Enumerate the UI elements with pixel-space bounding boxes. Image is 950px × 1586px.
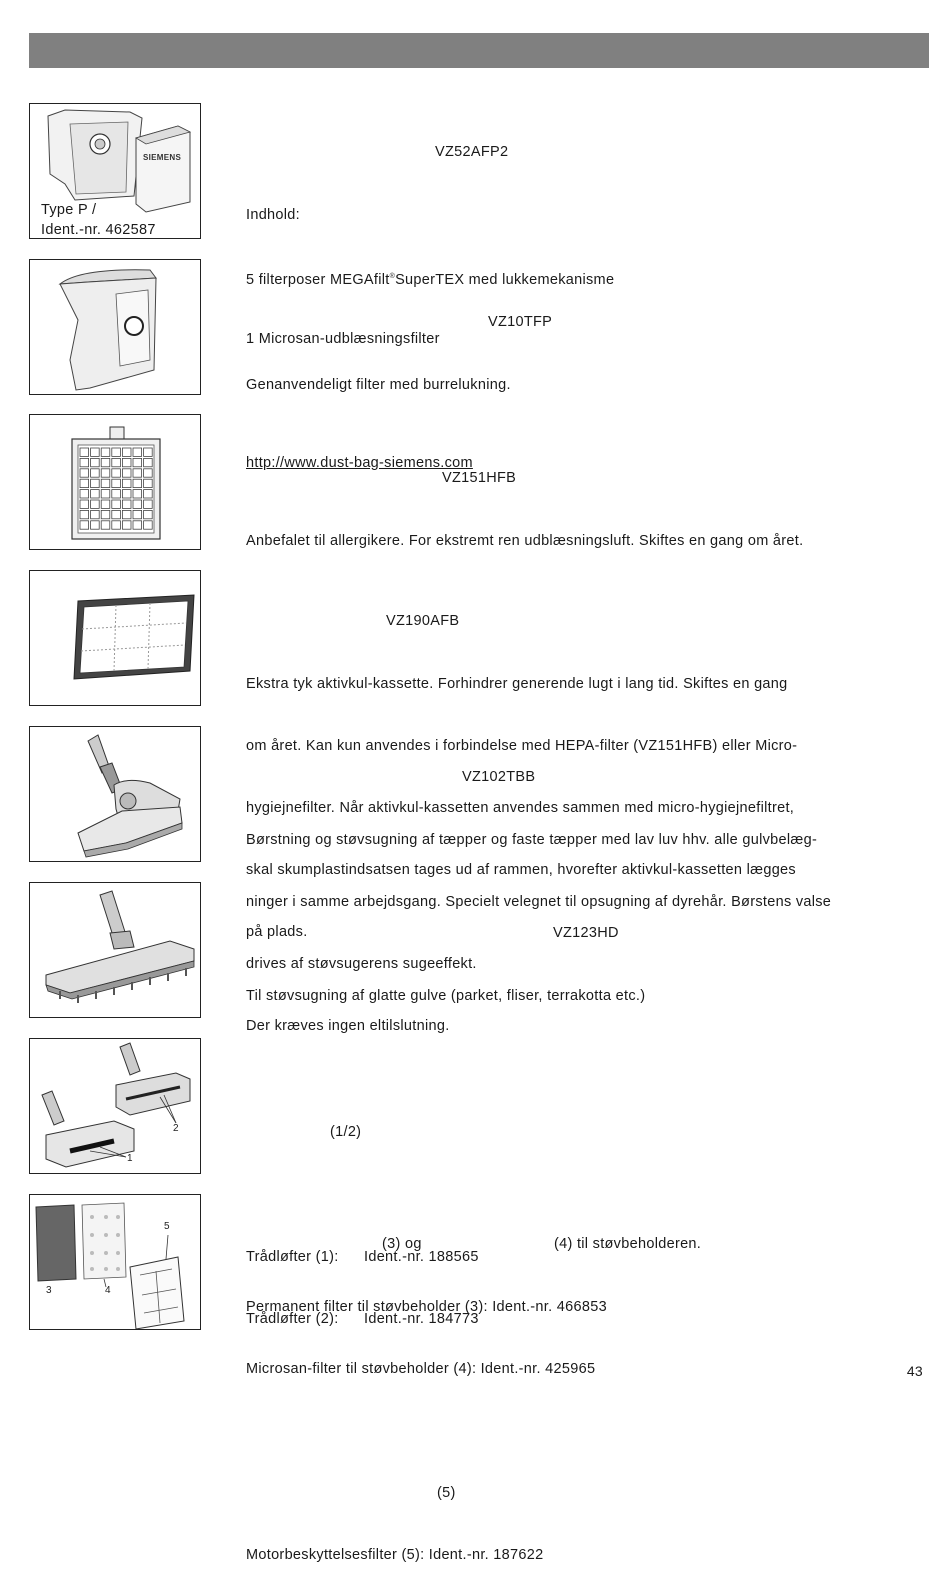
item-code: VZ151HFB xyxy=(442,470,517,487)
filter-set-thumbnail xyxy=(29,1194,201,1330)
hepa-grid-cell xyxy=(112,448,121,456)
description-line: på plads. xyxy=(246,923,308,940)
filter-set-illustration xyxy=(30,1195,201,1330)
hepa-grid-cell xyxy=(112,510,121,518)
item-description: Genanvendeligt filter med burrelukning. xyxy=(246,376,511,393)
turbo-brush-thumbnail xyxy=(29,726,201,862)
item-6-text xyxy=(246,882,926,1027)
hepa-grid-cell xyxy=(122,490,131,498)
hepa-grid-cell xyxy=(122,500,131,508)
hepa-grid-cell xyxy=(112,479,121,487)
ident-row: Trådløfter (1): Ident.-nr. 188565 xyxy=(246,1248,479,1265)
callout-5: 5 xyxy=(164,1221,170,1232)
hepa-grid-cell xyxy=(80,448,89,456)
hepa-filter-thumbnail xyxy=(29,414,201,550)
hepa-grid-cell xyxy=(122,448,131,456)
hepa-grid-cell xyxy=(112,458,121,466)
callout-4: 4 xyxy=(105,1285,111,1296)
ident-row: Trådløfter (2): Ident.-nr. 184773 xyxy=(246,1310,479,1327)
hepa-grid-cell xyxy=(101,479,110,487)
hepa-grid-cell xyxy=(144,458,153,466)
item-code: VZ102TBB xyxy=(462,769,536,786)
hepa-grid-cell xyxy=(91,490,100,498)
carbon-filter-illustration xyxy=(30,571,201,706)
hepa-grid-cell xyxy=(122,510,131,518)
hepa-grid-cell xyxy=(144,510,153,518)
microsan-filter-line: Microsan-filter til støvbeholder (4): Ident.-nr. 425965 xyxy=(246,1360,596,1377)
hepa-grid-cell xyxy=(91,448,100,456)
textile-filter-illustration xyxy=(30,260,201,395)
hepa-grid-cell xyxy=(144,469,153,477)
hepa-grid-cell xyxy=(101,448,110,456)
registered-mark: ® xyxy=(389,272,396,280)
hepa-grid-cell xyxy=(80,479,89,487)
header-bar xyxy=(29,33,929,68)
hepa-grid-cell xyxy=(101,500,110,508)
description-line: Ekstra tyk aktivkul-kassette. Forhindrer generende lugt i lang tid. Skiftes en gang xyxy=(246,675,788,692)
thread-lifter-illustration xyxy=(30,1039,201,1174)
hepa-grid-cell xyxy=(91,479,100,487)
box-brand-text: SIEMENS xyxy=(143,153,182,162)
hepa-grid-cell xyxy=(144,521,153,529)
hepa-grid-cell xyxy=(91,521,100,529)
hepa-grid-cell xyxy=(80,490,89,498)
item-8-text xyxy=(246,1193,926,1586)
hepa-grid-cell xyxy=(144,490,153,498)
hepa-grid-cell xyxy=(133,490,142,498)
hepa-grid-cell xyxy=(101,521,110,529)
ident-label: Ident.-nr. 462587 xyxy=(41,222,156,238)
hepa-grid-cell xyxy=(144,479,153,487)
callout-3: 3 xyxy=(46,1285,52,1296)
hepa-grid-cell xyxy=(80,458,89,466)
hepa-grid-cell xyxy=(133,469,142,477)
website-link[interactable]: http://www.dust-bag-siemens.com xyxy=(246,454,473,471)
callout-2: 2 xyxy=(173,1123,179,1134)
hepa-grid-cell xyxy=(91,458,100,466)
hepa-grid-cell xyxy=(112,469,121,477)
item-reference: (1/2) xyxy=(330,1124,362,1141)
hepa-grid-cell xyxy=(91,510,100,518)
hepa-grid-cell xyxy=(80,521,89,529)
hepa-grid-cell xyxy=(144,500,153,508)
permanent-filter-line: Permanent filter til støvbeholder (3): Ident.-nr. 466853 xyxy=(246,1298,607,1315)
item-code: VZ52AFP2 xyxy=(435,144,509,161)
callout-1: 1 xyxy=(127,1153,133,1164)
description-line: skal skumplastindsatsen tages ud af rammen, hvorefter aktivkul-kassetten lægges xyxy=(246,861,796,878)
description-line: Børstning og støvsugning af tæpper og faste tæpper med lav luv hhv. alle gulvbelæg- xyxy=(246,831,818,848)
hepa-grid-cell xyxy=(144,448,153,456)
hard-floor-nozzle-illustration xyxy=(30,883,201,1018)
hepa-grid-cell xyxy=(133,500,142,508)
hepa-grid-cell xyxy=(80,469,89,477)
hepa-grid-cell xyxy=(101,458,110,466)
carbon-filter-thumbnail xyxy=(29,570,201,706)
item-3-text xyxy=(246,427,926,572)
hepa-grid-cell xyxy=(122,458,131,466)
item-code: VZ190AFB xyxy=(386,613,460,630)
hepa-grid-cell xyxy=(133,521,142,529)
hepa-grid-cell xyxy=(112,490,121,498)
description-line: hygiejnefilter. Når aktivkul-kassetten anvendes sammen med micro-hygiejnefiltret, xyxy=(246,799,795,816)
item-2-text xyxy=(246,271,926,416)
page-number: 43 xyxy=(906,1363,923,1379)
thread-lifter-thumbnail xyxy=(29,1038,201,1174)
item-description: Til støvsugning af glatte gulve (parket, fliser, terrakotta etc.) xyxy=(246,987,646,1004)
hepa-grid-cell xyxy=(133,510,142,518)
hepa-grid-cell xyxy=(122,521,131,529)
motor-filter-reference: (5) xyxy=(437,1484,456,1501)
hepa-grid-cell xyxy=(101,469,110,477)
description-line: ninger i samme arbejdsgang. Specielt velegnet til opsugning af dyrehår. Børstens valse xyxy=(246,893,832,910)
hepa-grid-cell xyxy=(91,469,100,477)
item-code: VZ123HD xyxy=(553,925,619,942)
content-heading: Indhold: xyxy=(246,206,300,223)
hepa-filter-illustration xyxy=(30,415,201,550)
hepa-grid-cell xyxy=(133,458,142,466)
description-line: Der kræves ingen eltilslutning. xyxy=(246,1017,450,1034)
content-line: 1 Microsan-udblæsningsfilter xyxy=(246,330,440,347)
hepa-grid-cell xyxy=(80,510,89,518)
hepa-grid-cell xyxy=(101,490,110,498)
content-line: 5 filterposer MEGAfilt®SuperTEX med lukkemekanisme xyxy=(246,271,615,288)
hepa-grid-cell xyxy=(80,500,89,508)
type-label: Type P / xyxy=(41,202,97,218)
description-line: drives af støvsugerens sugeeffekt. xyxy=(246,955,477,972)
hepa-grid-cell xyxy=(122,469,131,477)
motor-filter-line: Motorbeskyttelsesfilter (5): Ident.-nr. 187622 xyxy=(246,1546,544,1563)
item-description: Anbefalet til allergikere. For ekstremt ren udblæsningsluft. Skiftes en gang om året. xyxy=(246,532,804,549)
filter-reference-line: (3) og (4) til støvbeholderen. xyxy=(382,1236,702,1253)
textile-filter-thumbnail xyxy=(29,259,201,395)
hepa-grid-cell xyxy=(112,500,121,508)
turbo-brush-illustration xyxy=(30,727,201,862)
item-code: VZ10TFP xyxy=(488,314,553,331)
hepa-grid-cell xyxy=(91,500,100,508)
hard-floor-nozzle-thumbnail xyxy=(29,882,201,1018)
hepa-grid-cell xyxy=(133,479,142,487)
dust-bag-thumbnail xyxy=(29,103,201,239)
hepa-grid-cell xyxy=(133,448,142,456)
hepa-grid-cell xyxy=(112,521,121,529)
hepa-grid-cell xyxy=(101,510,110,518)
hepa-grid-cell xyxy=(122,479,131,487)
description-line: om året. Kan kun anvendes i forbindelse med HEPA-filter (VZ151HFB) eller Micro- xyxy=(246,737,798,754)
